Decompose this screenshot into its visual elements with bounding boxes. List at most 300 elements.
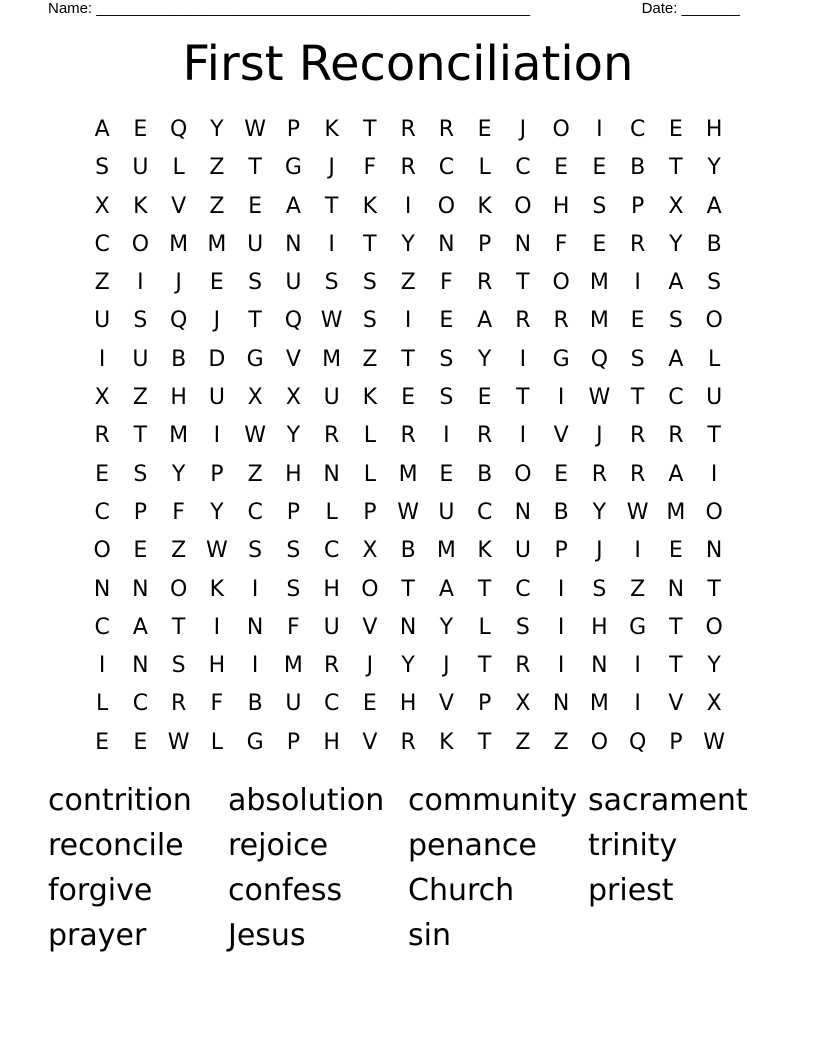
grid-cell[interactable]: A [668, 461, 684, 487]
grid-row [83, 571, 733, 609]
grid-cell[interactable]: R [94, 423, 110, 449]
grid-cell[interactable]: O [552, 117, 570, 142]
grid-cell[interactable]: T [363, 231, 377, 257]
grid-cell[interactable]: E [133, 538, 148, 564]
grid-cell[interactable]: Z [515, 729, 531, 755]
grid-row [83, 188, 733, 226]
grid-cell[interactable]: W [320, 308, 343, 334]
grid-cell[interactable]: S [707, 270, 722, 296]
grid-cell[interactable]: R [515, 653, 531, 679]
grid-cell[interactable]: E [477, 117, 492, 142]
grid-cell[interactable]: A [668, 346, 684, 372]
grid-cell[interactable]: N [552, 691, 570, 717]
grid-cell[interactable]: E [248, 193, 263, 219]
grid-cell[interactable]: Z [171, 538, 187, 564]
grid-cell[interactable]: C [323, 691, 340, 717]
grid-cell[interactable]: E [401, 385, 416, 411]
grid-cell[interactable]: R [553, 308, 569, 334]
grid-cell[interactable]: L [478, 614, 491, 640]
grid-cell[interactable]: Q [284, 308, 303, 334]
grid-cell[interactable]: T [248, 155, 262, 181]
grid-cell[interactable]: I [251, 576, 259, 602]
grid-cell[interactable]: Y [439, 614, 454, 640]
grid-cell[interactable]: S [439, 385, 454, 411]
grid-cell[interactable]: B [706, 231, 722, 257]
grid-cell[interactable]: U [323, 614, 340, 640]
grid-cell[interactable]: U [514, 538, 531, 564]
grid-cell[interactable]: P [286, 117, 301, 142]
grid-cell[interactable]: S [286, 576, 301, 602]
grid-cell[interactable]: H [705, 117, 723, 142]
grid-cell[interactable]: N [438, 231, 455, 257]
grid-cell[interactable]: B [477, 461, 493, 487]
grid-cell[interactable]: E [668, 117, 683, 142]
grid-cell[interactable]: X [247, 385, 263, 411]
grid-cell[interactable]: I [557, 614, 565, 640]
grid-cell[interactable]: N [132, 653, 149, 679]
grid-cell[interactable]: T [324, 193, 339, 219]
grid-cell[interactable]: M [169, 423, 189, 449]
grid-cell[interactable]: M [589, 270, 609, 296]
grid-cell[interactable]: J [366, 653, 374, 679]
grid-cell[interactable]: R [323, 423, 340, 449]
grid-cell[interactable]: Y [592, 499, 607, 525]
grid-cell[interactable]: Y [707, 155, 721, 181]
grid-cell[interactable]: Z [132, 385, 148, 411]
grid-cell[interactable]: E [592, 231, 607, 257]
grid-cell[interactable]: L [95, 691, 109, 717]
grid-cell[interactable]: P [669, 729, 683, 755]
grid-cell[interactable]: C [476, 499, 493, 525]
grid-cell[interactable]: X [668, 193, 684, 219]
grid-cell[interactable]: H [323, 729, 340, 755]
grid-cell[interactable]: G [246, 346, 264, 372]
grid-cell[interactable]: S [439, 346, 454, 372]
grid-cell[interactable]: K [362, 193, 378, 219]
grid-cell[interactable]: N [591, 653, 608, 679]
grid-cell[interactable]: Z [94, 270, 110, 296]
grid-cell[interactable]: A [668, 270, 684, 296]
grid-cell[interactable]: T [477, 729, 492, 755]
grid-cell[interactable]: V [668, 691, 684, 717]
grid-cell[interactable]: C [323, 538, 340, 564]
grid-cell[interactable]: T [248, 308, 262, 334]
grid-cell[interactable]: E [668, 538, 683, 564]
grid-cell[interactable]: Y [210, 117, 224, 142]
grid-cell[interactable]: C [438, 155, 455, 181]
grid-cell[interactable]: E [95, 461, 110, 487]
grid-cell[interactable]: U [285, 270, 302, 296]
grid-cell[interactable]: S [286, 538, 301, 564]
grid-cell[interactable]: I [213, 423, 221, 449]
grid-cell[interactable]: E [592, 155, 607, 181]
grid-cell[interactable]: C [132, 691, 149, 717]
grid-cell[interactable]: M [589, 691, 609, 717]
grid-cell[interactable]: F [287, 614, 300, 640]
grid-cell[interactable]: T [707, 576, 721, 602]
grid-cell[interactable]: N [667, 576, 685, 602]
grid-cell[interactable]: S [133, 308, 148, 334]
grid-cell[interactable]: N [93, 576, 111, 602]
grid-cell[interactable]: O [552, 270, 570, 296]
grid-cell[interactable]: L [478, 155, 491, 181]
grid-cell[interactable]: T [516, 270, 530, 296]
grid-cell[interactable]: I [596, 117, 603, 142]
grid-cell[interactable]: Z [630, 576, 646, 602]
grid-row [83, 264, 733, 302]
grid-cell[interactable]: L [172, 155, 185, 181]
grid-cell[interactable]: N [514, 499, 532, 525]
grid-cell[interactable]: P [477, 231, 492, 257]
grid-cell[interactable]: E [133, 117, 148, 142]
word-list-item: Church [408, 873, 515, 908]
grid-cell[interactable]: O [131, 231, 150, 257]
grid-cell[interactable]: N [285, 231, 302, 257]
grid-cell[interactable]: P [363, 499, 377, 525]
grid-cell[interactable]: U [208, 385, 225, 411]
grid-cell[interactable]: K [362, 385, 378, 411]
grid-cell[interactable]: F [172, 499, 185, 525]
grid-cell[interactable]: H [170, 385, 187, 411]
grid-cell[interactable]: T [669, 614, 683, 640]
grid-cell[interactable]: I [557, 653, 565, 679]
grid-cell[interactable]: Q [590, 346, 609, 372]
grid-cell[interactable]: S [248, 270, 263, 296]
grid-cell[interactable]: R [400, 155, 416, 181]
grid-cell[interactable]: I [98, 346, 106, 372]
grid-cell[interactable]: L [363, 461, 376, 487]
grid-cell[interactable]: O [437, 193, 456, 219]
grid-cell[interactable]: S [133, 461, 148, 487]
grid-cell[interactable]: R [476, 270, 493, 296]
grid-cell[interactable]: X [362, 538, 378, 564]
grid-cell[interactable]: I [557, 576, 565, 602]
grid-cell[interactable]: Y [210, 499, 224, 525]
grid-cell[interactable]: T [477, 653, 492, 679]
grid-cell[interactable]: U [285, 691, 302, 717]
grid-cell[interactable]: S [362, 308, 377, 334]
grid-cell[interactable]: O [705, 308, 723, 334]
grid-cell[interactable]: P [477, 691, 492, 717]
grid-cell[interactable]: J [328, 155, 335, 181]
grid-cell[interactable]: E [133, 729, 148, 755]
grid-cell[interactable]: V [171, 193, 187, 219]
grid-row [83, 111, 733, 149]
grid-cell[interactable]: F [210, 691, 224, 717]
grid-cell[interactable]: O [169, 576, 188, 602]
grid-cell[interactable]: Y [171, 461, 186, 487]
grid-cell[interactable]: O [590, 729, 609, 755]
grid-cell[interactable]: B [553, 499, 569, 525]
grid-cell[interactable]: M [322, 346, 342, 372]
grid-cell[interactable]: V [285, 346, 301, 372]
grid-cell[interactable]: C [247, 499, 263, 525]
grid-cell[interactable]: Y [401, 653, 415, 679]
grid-cell[interactable]: Z [209, 193, 225, 219]
grid-cell[interactable]: C [94, 614, 110, 640]
grid-cell[interactable]: E [95, 729, 110, 755]
grid-cell[interactable]: R [629, 461, 646, 487]
grid-cell[interactable]: E [209, 270, 224, 296]
grid-cell[interactable]: M [589, 308, 609, 334]
grid-cell[interactable]: I [404, 193, 412, 219]
grid-cell[interactable]: Z [553, 729, 569, 755]
grid-cell[interactable]: X [94, 193, 110, 219]
grid-cell[interactable]: K [209, 576, 225, 602]
grid-cell[interactable]: D [208, 346, 226, 372]
grid-cell[interactable]: O [705, 499, 723, 525]
grid-cell[interactable]: Q [169, 117, 188, 142]
grid-cell[interactable]: C [515, 155, 531, 181]
grid-cell[interactable]: O [705, 614, 723, 640]
grid-cell[interactable]: O [514, 461, 532, 487]
grid-cell[interactable]: T [133, 423, 148, 449]
grid-cell[interactable]: U [132, 346, 149, 372]
grid-cell[interactable]: L [325, 499, 338, 525]
grid-cell[interactable]: T [401, 576, 415, 602]
grid-cell[interactable]: X [706, 691, 722, 717]
grid-cell[interactable]: N [246, 614, 264, 640]
grid-cell[interactable]: B [247, 691, 263, 717]
grid-cell[interactable]: U [132, 155, 149, 181]
grid-cell[interactable]: V [362, 729, 378, 755]
grid-cell[interactable]: P [210, 461, 224, 487]
grid-cell[interactable]: I [98, 653, 106, 679]
grid-cell[interactable]: P [630, 193, 645, 219]
grid-cell[interactable]: G [629, 614, 647, 640]
grid-cell[interactable]: S [592, 193, 607, 219]
grid-cell[interactable]: N [132, 576, 149, 602]
grid-cell[interactable]: C [629, 117, 646, 142]
grid-cell[interactable]: W [397, 499, 419, 525]
grid-cell[interactable]: R [629, 423, 646, 449]
grid-cell[interactable]: C [515, 576, 531, 602]
grid-cell[interactable]: G [552, 346, 570, 372]
grid-cell[interactable]: U [438, 499, 455, 525]
grid-cell[interactable]: K [439, 729, 454, 755]
grid-cell[interactable]: L [363, 423, 376, 449]
word-list-item: Jesus [228, 918, 306, 953]
grid-cell[interactable]: B [400, 538, 416, 564]
grid-cell[interactable]: M [283, 653, 303, 679]
grid-cell[interactable]: T [171, 614, 186, 640]
grid-cell[interactable]: H [399, 691, 417, 717]
grid-cell[interactable]: V [553, 423, 569, 449]
grid-cell[interactable]: N [399, 614, 417, 640]
grid-cell[interactable]: W [703, 729, 725, 755]
grid-cell[interactable]: R [400, 423, 416, 449]
grid-cell[interactable]: G [246, 729, 264, 755]
grid-cell[interactable]: U [323, 385, 340, 411]
grid-cell[interactable]: E [554, 461, 569, 487]
grid-cell[interactable]: R [323, 653, 340, 679]
grid-cell[interactable]: V [438, 691, 454, 717]
letter-grid [83, 111, 733, 762]
grid-cell[interactable]: T [669, 653, 683, 679]
grid-cell[interactable]: W [588, 385, 611, 411]
grid-cell[interactable]: C [94, 231, 110, 257]
grid-cell[interactable]: N [705, 538, 723, 564]
grid-cell[interactable]: Z [209, 155, 225, 181]
grid-cell[interactable]: M [169, 231, 189, 257]
grid-cell[interactable]: X [285, 385, 301, 411]
grid-cell[interactable]: I [404, 308, 412, 334]
grid-cell[interactable]: H [323, 576, 340, 602]
grid-cell[interactable]: I [557, 385, 565, 411]
grid-cell[interactable]: Y [669, 231, 683, 257]
grid-cell[interactable]: P [286, 499, 301, 525]
grid-cell[interactable]: E [477, 385, 492, 411]
grid-cell[interactable]: T [363, 117, 377, 142]
grid-cell[interactable]: Y [477, 346, 492, 372]
grid-cell[interactable]: W [244, 423, 266, 449]
grid-cell[interactable]: O [93, 538, 111, 564]
grid-cell[interactable]: Q [628, 729, 647, 755]
grid-cell[interactable]: M [666, 499, 686, 525]
grid-cell[interactable]: O [514, 193, 532, 219]
grid-cell[interactable]: W [205, 538, 228, 564]
grid-cell[interactable]: S [362, 270, 377, 296]
grid-cell[interactable]: E [554, 155, 569, 181]
grid-cell[interactable]: Z [400, 270, 416, 296]
grid-cell[interactable]: I [251, 653, 259, 679]
grid-cell[interactable]: J [443, 653, 450, 679]
grid-cell[interactable]: E [439, 308, 454, 334]
grid-cell[interactable]: A [438, 576, 454, 602]
grid-cell[interactable]: K [324, 117, 339, 142]
grid-cell[interactable]: U [94, 308, 111, 334]
grid-cell[interactable]: R [629, 231, 646, 257]
grid-cell[interactable]: Y [401, 231, 415, 257]
grid-cell[interactable]: J [519, 117, 527, 142]
grid-cell[interactable]: J [596, 423, 603, 449]
grid-cell[interactable]: U [706, 385, 723, 411]
grid-cell[interactable]: F [554, 231, 568, 257]
grid-cell[interactable]: L [210, 729, 223, 755]
grid-cell[interactable]: O [361, 576, 379, 602]
grid-cell[interactable]: J [175, 270, 182, 296]
grid-cell[interactable]: I [328, 231, 335, 257]
grid-cell[interactable]: M [398, 461, 418, 487]
grid-cell[interactable]: E [630, 308, 645, 334]
grid-cell[interactable]: B [630, 155, 646, 181]
grid-cell[interactable]: K [477, 538, 492, 564]
grid-cell[interactable]: R [515, 308, 531, 334]
grid-cell[interactable]: R [400, 117, 416, 142]
grid-cell[interactable]: I [443, 423, 450, 449]
grid-cell[interactable]: S [592, 576, 607, 602]
grid-cell[interactable]: T [516, 385, 530, 411]
grid-cell[interactable]: I [634, 653, 641, 679]
grid-cell[interactable]: T [401, 346, 415, 372]
grid-cell[interactable]: F [440, 270, 453, 296]
grid-row [83, 379, 733, 417]
grid-cell[interactable]: G [284, 155, 302, 181]
grid-cell[interactable]: W [244, 117, 266, 142]
grid-cell[interactable]: R [170, 691, 187, 717]
grid-cell[interactable]: A [285, 193, 301, 219]
grid-cell[interactable]: I [710, 461, 718, 487]
grid-cell[interactable]: F [363, 155, 377, 181]
grid-cell[interactable]: W [167, 729, 190, 755]
grid-cell[interactable]: R [476, 423, 493, 449]
grid-cell[interactable]: R [668, 423, 684, 449]
grid-cell[interactable]: X [515, 691, 531, 717]
grid-cell[interactable]: Z [247, 461, 263, 487]
grid-cell[interactable]: A [132, 614, 148, 640]
grid-cell[interactable]: P [133, 499, 148, 525]
name-field: Name: ____________________________________________________ [48, 0, 531, 17]
grid-cell[interactable]: Y [707, 653, 721, 679]
grid-cell[interactable]: S [668, 308, 683, 334]
grid-cell[interactable]: X [94, 385, 110, 411]
grid-cell[interactable]: L [707, 346, 721, 372]
grid-cell[interactable]: A [477, 308, 493, 334]
grid-cell[interactable]: S [630, 346, 645, 372]
grid-cell[interactable]: U [247, 231, 264, 257]
grid-cell[interactable]: P [286, 729, 301, 755]
grid-cell[interactable]: H [591, 614, 608, 640]
grid-cell[interactable]: I [137, 270, 144, 296]
grid-cell[interactable]: Q [169, 308, 188, 334]
grid-cell[interactable]: Y [286, 423, 301, 449]
grid-cell[interactable]: P [554, 538, 568, 564]
grid-cell[interactable]: C [668, 385, 684, 411]
grid-cell[interactable]: N [323, 461, 340, 487]
grid-cell[interactable]: Z [362, 346, 378, 372]
grid-cell[interactable]: T [630, 385, 645, 411]
grid-cell[interactable]: R [400, 729, 416, 755]
grid-cell[interactable]: H [552, 193, 570, 219]
grid-cell[interactable]: S [515, 614, 530, 640]
grid-cell[interactable]: W [626, 499, 649, 525]
grid-cell[interactable]: R [438, 117, 455, 142]
grid-cell[interactable]: S [248, 538, 263, 564]
grid-cell[interactable]: I [519, 346, 527, 372]
grid-cell[interactable]: E [439, 461, 454, 487]
grid-cell[interactable]: B [171, 346, 187, 372]
grid-cell[interactable]: S [171, 653, 186, 679]
page-title: First Reconciliation [182, 36, 634, 92]
grid-row [83, 417, 733, 455]
grid-cell[interactable]: M [436, 538, 456, 564]
grid-cell[interactable]: T [477, 576, 492, 602]
grid-cell[interactable]: T [707, 423, 721, 449]
grid-cell[interactable]: T [669, 155, 683, 181]
grid-cell[interactable]: V [362, 614, 378, 640]
grid-cell[interactable]: K [477, 193, 492, 219]
grid-cell[interactable]: I [634, 691, 641, 717]
grid-cell[interactable]: C [94, 499, 110, 525]
grid-cell[interactable]: S [95, 155, 110, 181]
grid-cell[interactable]: R [591, 461, 608, 487]
grid-cell[interactable]: H [208, 653, 226, 679]
grid-cell[interactable]: A [706, 193, 722, 219]
grid-cell[interactable]: I [634, 270, 641, 296]
grid-cell[interactable]: J [596, 538, 603, 564]
grid-cell[interactable]: I [213, 614, 221, 640]
grid-cell[interactable]: J [213, 308, 221, 334]
grid-cell[interactable]: K [133, 193, 148, 219]
grid-cell[interactable]: M [207, 231, 227, 257]
grid-cell[interactable]: N [514, 231, 532, 257]
grid-cell[interactable]: I [634, 538, 641, 564]
grid-cell[interactable]: E [362, 691, 377, 717]
grid-cell[interactable]: I [519, 423, 527, 449]
grid-cell[interactable]: A [94, 117, 110, 142]
grid-cell[interactable]: H [285, 461, 302, 487]
grid-cell[interactable]: S [324, 270, 339, 296]
